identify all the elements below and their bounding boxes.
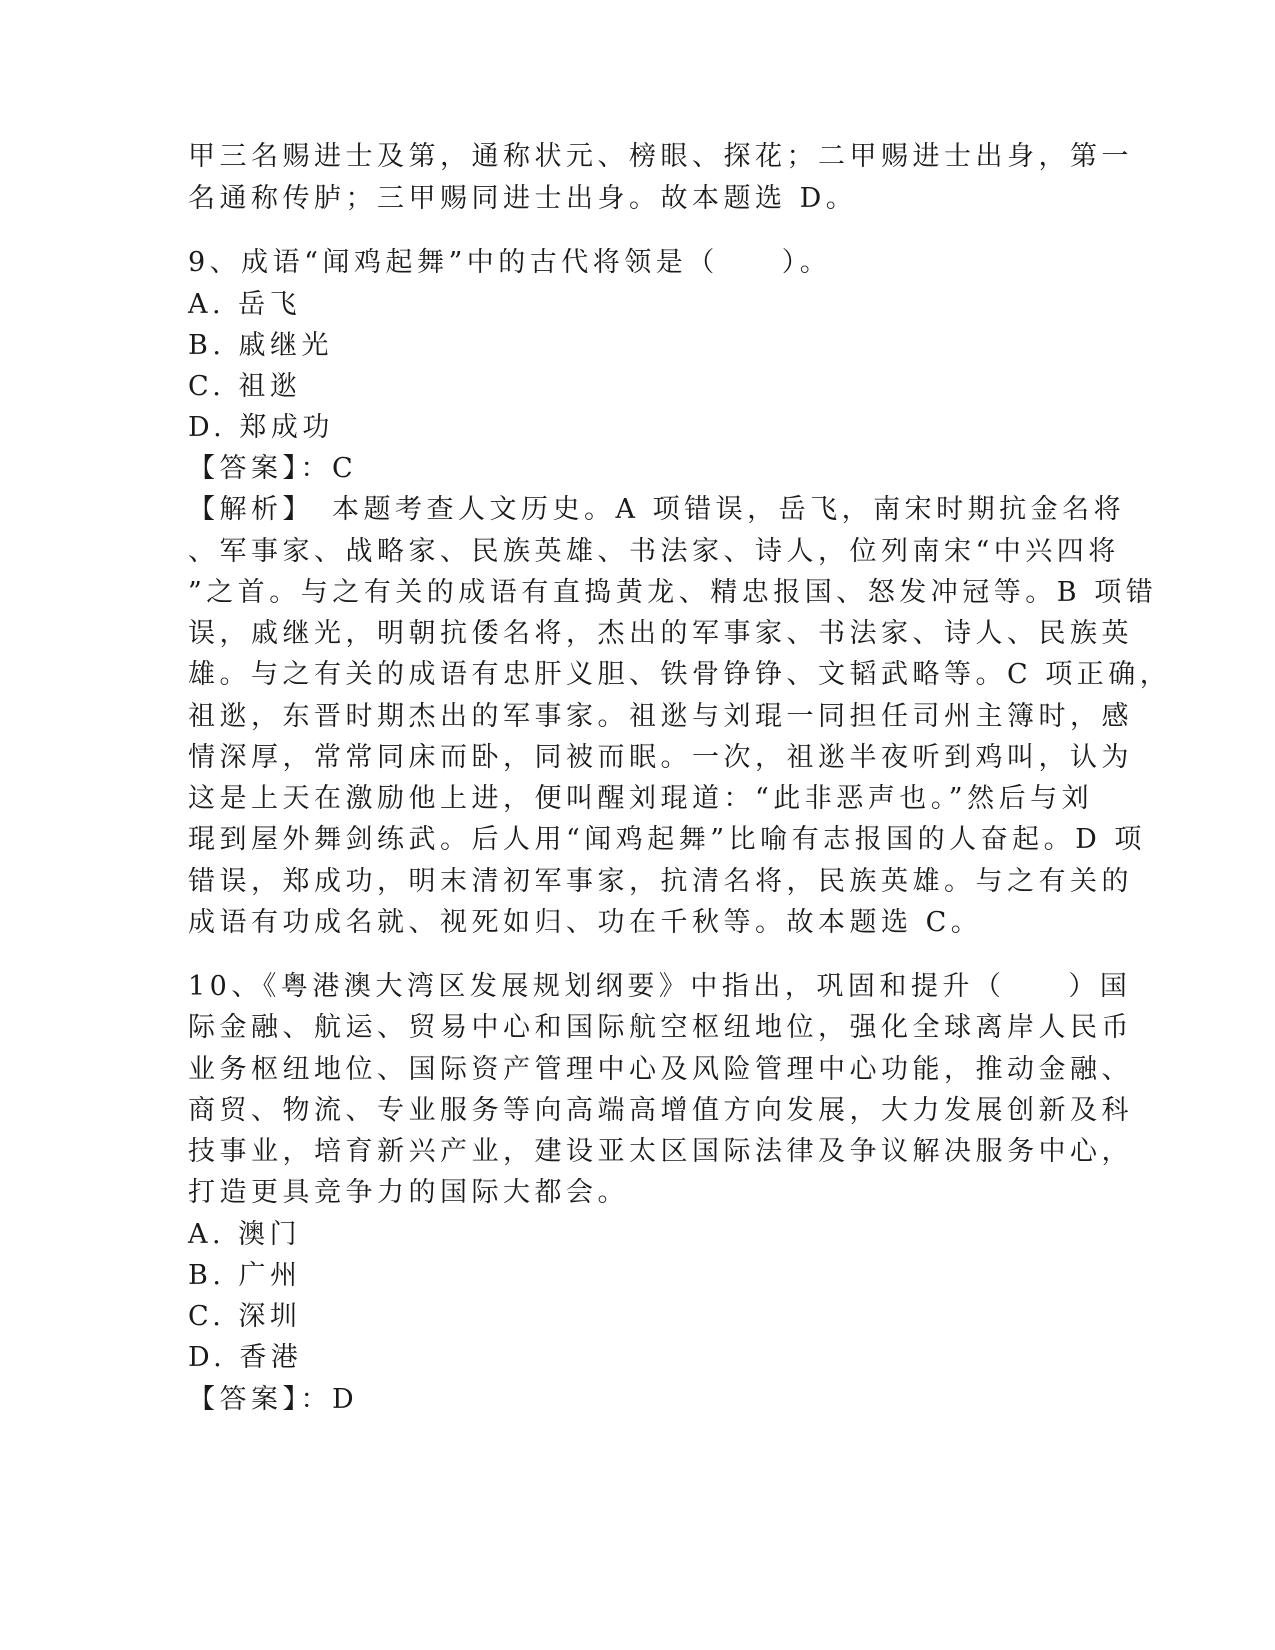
question-10-option-a: A. 澳门	[188, 1219, 302, 1250]
question-9-explanation-line: 、军事家、战略家、民族英雄、书法家、诗人，位列南宋“中兴四将	[188, 536, 1120, 567]
question-9-option-c: C. 祖逖	[188, 371, 302, 402]
question-9-option-b: B. 戚继光	[188, 330, 334, 361]
question-10-option-d: D. 香港	[188, 1342, 303, 1373]
question-9-explanation-line: 错误，郑成功，明末清初军事家，抗清名将，民族英雄。与之有关的	[188, 866, 1133, 897]
question-10-option-c: C. 深圳	[188, 1301, 302, 1332]
question-9-option-d: D. 郑成功	[188, 412, 334, 443]
question-9-explanation-line: 【解析】 本题考查人文历史。A 项错误，岳飞，南宋时期抗金名将	[188, 494, 1126, 525]
question-10-stem-line: 际金融、航运、贸易中心和国际航空枢纽地位，强化全球离岸人民币	[188, 1012, 1133, 1043]
question-9-answer: 【答案】：C	[188, 453, 358, 484]
question-9-explanation-line: 成语有功成名就、视死如归、功在千秋等。故本题选 C。	[188, 907, 983, 938]
question-10-stem-line: 10、《粤港澳大湾区发展规划纲要》中指出，巩固和提升（ ）国	[188, 971, 1132, 1002]
question-9-explanation-line: 这是上天在激励他上进，便叫醒刘琨道：“此非恶声也。”然后与刘	[188, 783, 1094, 814]
question-9-explanation-line: 雄。与之有关的成语有忠肝义胆、铁骨铮铮、文韬武略等。C 项正确，	[188, 659, 1172, 690]
intro-line: 甲三名赐进士及第，通称状元、榜眼、探花；二甲赐进士出身，第一	[188, 141, 1133, 172]
question-10-stem-line: 技事业，培育新兴产业，建设亚太区国际法律及争议解决服务中心，	[188, 1136, 1133, 1167]
question-10-answer: 【答案】：D	[188, 1384, 359, 1415]
question-9-stem: 9、成语“闻鸡起舞”中的古代将领是（ ）。	[188, 247, 832, 278]
question-10-stem-line: 业务枢纽地位、国际资产管理中心及风险管理中心功能，推动金融、	[188, 1054, 1133, 1085]
question-9-explanation-line: ”之首。与之有关的成语有直捣黄龙、精忠报国、怒发冲冠等。B 项错	[188, 577, 1158, 608]
question-9-option-a: A. 岳飞	[188, 289, 302, 320]
intro-line: 名通称传胪；三甲赐同进士出身。故本题选 D。	[188, 183, 858, 214]
question-10-stem-line: 商贸、物流、专业服务等向高端高增值方向发展，大力发展创新及科	[188, 1095, 1133, 1126]
question-9-explanation-line: 情深厚，常常同床而卧，同被而眠。一次，祖逖半夜听到鸡叫，认为	[188, 742, 1133, 773]
question-10-stem-line: 打造更具竞争力的国际大都会。	[188, 1177, 629, 1208]
question-9-explanation-line: 误，戚继光，明朝抗倭名将，杰出的军事家、书法家、诗人、民族英	[188, 618, 1133, 649]
question-9-explanation-line: 祖逖，东晋时期杰出的军事家。祖逖与刘琨一同担任司州主簿时，感	[188, 701, 1133, 732]
question-10-option-b: B. 广州	[188, 1260, 302, 1291]
question-9-explanation-line: 琨到屋外舞剑练武。后人用“闻鸡起舞”比喻有志报国的人奋起。D 项	[188, 824, 1146, 855]
